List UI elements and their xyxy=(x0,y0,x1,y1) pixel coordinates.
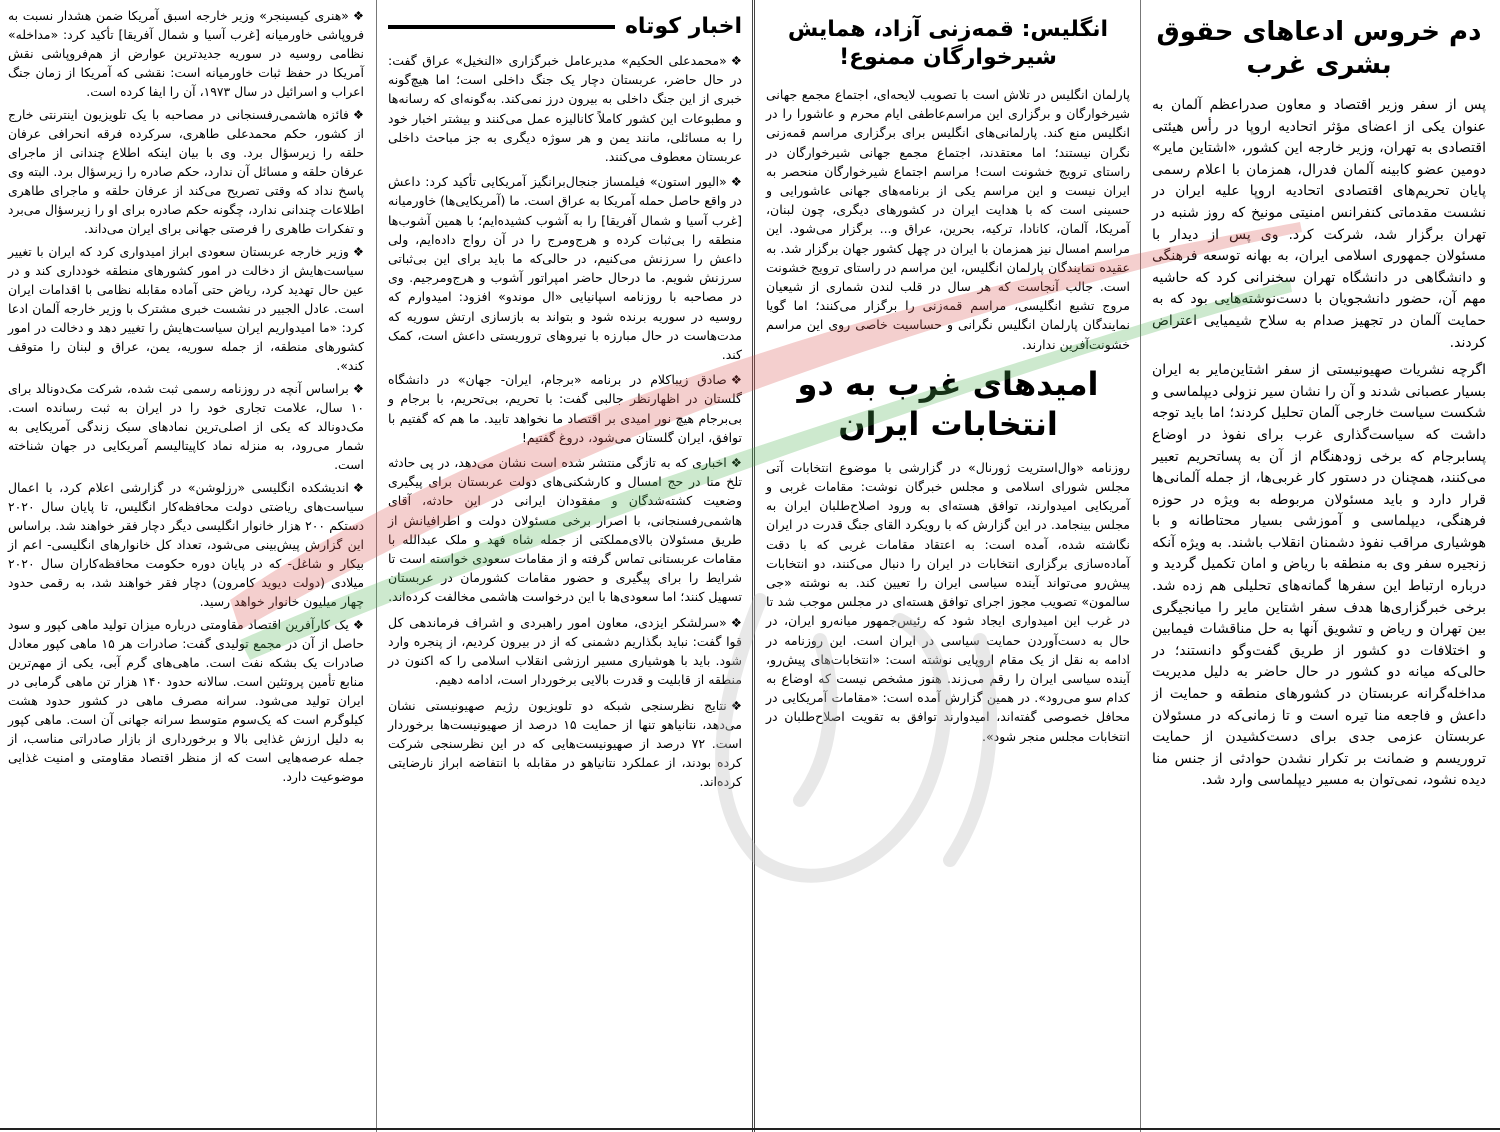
news-item-text: فائزه هاشمی‌رفسنجانی در مصاحبه با یک تلویزیون اینترنتی خارج از کشور، حکم محمدعلی طاهری، سرکرده فرقه انحرافی عرفان حلقه را زیرسؤال برد. وی با بیان اینکه اطلاع چندانی از ماجرای عرفان حلقه و مسائل آن ندارد، حکم صادره را زیرسؤال برد. البته وی پاسخ نداد که وقتی تصریح می‌کند از عرفان حلقه و ماجرای طاهری اطلاعات چندانی ندارد، چگونه حکم صادره برای او را زیرسؤال می‌برد و تفکرات طاهری را فرصتی جهانی برای ایران می‌داند. xyxy=(8,107,364,236)
section-header xyxy=(388,14,742,39)
news-item-text: نتایج نظرسنجی شبکه دو تلویزیون رژیم صهیونیستی نشان می‌دهد، نتانیاهو تنها از حمایت ۱۵ درصد از صهیونیست‌ها برخوردار است. ۷۲ درصد از صهیونیست‌هایی که در این نظرسنجی شرکت کرده بودند، از عملکرد نتانیاهو در مقابله با انتفاضه ابراز نارضایتی کرده‌اند. xyxy=(388,697,742,790)
bullet-icon: ❖ xyxy=(730,614,742,630)
news-item xyxy=(388,696,742,792)
news-item-text: یک کارآفرین اقتصاد مقاومتی درباره میزان تولید ماهی کپور و سود حاصل از آن در مجمع تولیدی گفت: صادرات هر ۱۵ ماهی کپور معادل صادرات یک بشکه نفت است. ماهی‌های گرم آبی، یکی از مهم‌ترین منابع تأمین پروتئین است. سالانه حدود ۱۴۰ هزار تن ماهی گرمابی در ایران تولید می‌شود. سرانه مصرف ماهی در کشور حدود هشت کیلوگرم است که یک‌سوم متوسط سرانه جهانی آن است. ماهی کپور به دلیل ارزش غذایی بالا و برخورداری از بازار صادراتی مناسب، از جمله عرصه‌هایی است که از منظر اقتصاد مقاومتی و امنیت غذایی موضوعیت دارد. xyxy=(8,617,364,784)
news-item-text: اندیشکده انگلیسی «رزلوشن» در گزارشی اعلام کرد، با اعمال سیاست‌های ریاضتی دولت محافظه‌کار انگلیس، تا پایان سال ۲۰۲۰ دستکم ۲۰۰ هزار خانوار انگلیسی دیگر دچار فقر خواهند شد. براساس این گزارش پیش‌بینی می‌شود، تعداد کل خانوارهای انگلیسی- اعم از بیکار و شاغل- که در پایان دوره حکومت محافظه‌کاران سال ۲۰۲۰ میلادی (دولت دیوید کامرون) دچار فقر خواهند شد، به رقمی حدود چهار میلیون خانوار خواهد رسید. xyxy=(8,480,365,609)
news-item xyxy=(388,453,742,607)
headline-england-ban: انگلیس: قمه‌زنی آزاد، همایش شیرخوارگان ممنوع! xyxy=(787,17,1109,70)
bullet-icon: ❖ xyxy=(730,53,742,68)
news-item xyxy=(388,370,742,447)
news-item-text: اخباری که به تازگی منتشر شده است نشان می‌دهد، در پی حادثه تلخ منا در حج امسال و کارشکنی‌های دولت عربستان برای پیگیری وضعیت کشته‌شدگان و مفقودان ایرانی در این حادثه، آقای هاشمی‌رفسنجانی، با اصرار برخی مسئولان دولت و اطرافیانش از طریق مسئولان بالای‌مملکتی از جمله شاه فهد و ملک عبدالله با مقامات عربستانی تماس گرفته و از مقامات سعودی خواسته است تا شرایط را برای پیگیری و حضور مقامات کشورمان در عربستان تسهیل کنند؛ اما سعودی‌ها با این درخواست هاشمی مخالفت کرده‌اند. xyxy=(388,455,742,605)
column-west-human-rights xyxy=(1142,0,1500,1132)
news-item-text: «محمدعلی الحکیم» مدیرعامل خبرگزاری «النخیل» عراق گفت: در حال حاضر، عربستان دچار یک جنگ داخلی است؛ اما هیچ‌گونه خبری از این جنگ داخلی به بیرون درز نمی‌کند. به‌گونه‌ای که رسانه‌ها و مطبوعات این کشور کاملاً کانالیزه عمل می‌کنند و بیشتر اخبار خود را به مسائلی، مانند یمن و هر سوژه دیگری به جز مباحث داخلی عربستان معطوف می‌کنند. xyxy=(388,53,742,165)
news-item xyxy=(388,172,742,364)
bullet-icon: ❖ xyxy=(352,381,364,396)
bullet-icon: ❖ xyxy=(730,372,742,388)
headline-west-human-rights: دم خروس ادعاهای حقوق بشری غرب xyxy=(1156,17,1482,80)
news-item xyxy=(388,51,742,166)
bullet-icon: ❖ xyxy=(352,107,364,122)
news-item-text: براساس آنچه در روزنامه رسمی ثبت شده، شرکت مک‌دونالد برای ۱۰ سال، علامت تجاری خود را در ایران به ثبت رسانده است. مک‌دونالد که یکی از اصلی‌ترین نمادهای سبک زندگی آمریکایی به شمار می‌رود، به منزله نماد کاپیتالیسم آمریکایی در جهان شناخته است. xyxy=(8,381,364,472)
column-divider xyxy=(1140,0,1141,1132)
bullet-icon: ❖ xyxy=(730,174,742,190)
section-title-rule xyxy=(388,25,615,29)
column-news-briefs xyxy=(0,0,376,1132)
section-title: اخبار کوتاه xyxy=(624,14,742,39)
bullet-icon: ❖ xyxy=(352,244,364,259)
bullet-icon: ❖ xyxy=(352,480,364,495)
article-paragraph: اگرچه نشریات صهیونیستی از سفر اشتاین‌مایر به ایران بسیار عصبانی شدند و آن را نشان سیر نزولی دیپلماسی و شکست سیاست خارجی آلمان تحلیل کردند؛ اما باید توجه داشت که سیاست‌گذاری غرب برای نفوذ در اوضاع پسابرجام که برخی زودهنگام از آن به پساتحریم تعبیر می‌کنند، همچنان در دستور کار غربی‌ها، از جمله آلمانی‌ها قرار دارد و باید مسئولان مربوطه به ویژه در حوزه فرهنگی، دیپلماسی و آموزشی بسیار محتاطانه و با هوشیاری مراقب نفوذ دشمنان انقلاب باشند. به ویژه آنکه زنجیره سفر وی به منطقه با ریاض و امان تکمیل گردید و درباره ارتباط این سفرها گمانه‌های تحلیلی هم زده شد. برخی خبرگزاری‌ها هدف سفر اشتاین مایر را میانجیگری بین تهران و ریاض و تشویق آنها به حل مناقشات فیمابین و اختلافات دو کشور از طریق گفت‌وگو دانستند؛ در حالی‌که میانه دو کشور در حال حاضر به دلیل مدیریت مداخله‌گرانه عربستان در کشورهای منطقه و حمایت از داعش و فاجعه منا تیره است و تا زمانی‌که در مسئولان عربستان عزمی جدی برای دست‌کشیدن از حمایت تروریسم و ضمانت بر تکرار نشدن حوادثی از جنس منا دیده نشود، نمی‌توان به مسیر دیپلماسی وارد شد. xyxy=(1152,362,1486,789)
news-item xyxy=(388,613,742,690)
bullet-icon: ❖ xyxy=(352,8,364,23)
news-item xyxy=(8,105,364,238)
news-item xyxy=(8,242,364,375)
news-item xyxy=(8,478,364,611)
news-item-text: وزیر خارجه عربستان سعودی ابراز امیدواری کرد که ایران با تغییر سیاست‌هایش از دخالت در امور کشورهای منطقه خودداری کند و در عین حال تهدید کرد، ریاض حتی آماده مقابله نظامی با اقدامات ایران است. عادل الجبیر در نشست خبری مشترک با وزیر خارجه آلمان ادعا کرد: «ما امیدواریم ایران سیاست‌هایش را تغییر دهد و دخالت در امور کشورهای منطقه، از جمله سوریه، یمن، عراق و لبنان را متوقف کند». xyxy=(8,244,364,373)
article-paragraph: روزنامه «وال‌استریت ژورنال» در گزارشی با موضوع انتخابات آتی مجلس شورای اسلامی و مجلس خبرگان نوشت: مقامات غربی و آمریکایی امیدوارند، توافق هسته‌ای به ورود اصلاح‌طلبان ایران به مجلس بینجامد. در این گزارش که با رویکرد القای جنگ قدرت در ایران نگاشته شده، آمده است: به اعتقاد مقامات غربی که با دقت آماده‌سازی برگزاری انتخابات در ایران را دنبال می‌کنند، دو انتخابات پیش‌رو می‌تواند آینده سیاسی ایران را تعیین کند. به نوشته «جی سالمون» تصویب مجوز اجرای توافق هسته‌ای در مجلس موجب شد تا در غرب این امیدواری ایجاد شود که رئیس‌جمهور میانه‌رو ایران، در حال به دست‌آوردن حمایت سیاسی در ایران است. این روزنامه در ادامه به نقل از یک مقام اروپایی نوشته است: «انتخابات‌های پیش‌رو، آینده سیاسی ایران را رقم می‌زند. هنوز مشخص نیست که اوضاع به کدام سو می‌رود». در همین گزارش آمده است: «مقامات آمریکایی در محافل خصوصی گفته‌اند، امیدوارند توافق به تقویت اصلاح‌طلبان در انتخابات مجلس منجر شود». xyxy=(766,459,1130,744)
news-item-text: «سرلشکر ایزدی، معاون امور راهبردی و اشراف فرماندهی کل قوا گفت: نباید بگذاریم دشمنی که از در بیرون کردیم، از پنجره وارد شود. باید با هوشیاری مسیر ارزشی انقلاب اسلامی را که اکنون در منطقه از قابلیت و قدرت بالایی برخوردار است، ادامه دهیم. xyxy=(388,614,742,688)
news-item xyxy=(8,615,364,786)
news-item-text: «هنری کیسینجر» وزیر خارجه اسبق آمریکا ضمن هشدار نسبت به فروپاشی خاورمیانه [غرب آسیا و شمال آفریقا] تأکید کرد: «مداخله» نظامی روسیه در سوریه جدیدترین عوارض از هم‌فروپاشی نقش آمریکا در حفظ ثبات خاورمیانه است: نقشی که آمریکا از زمان جنگ اعراب و اسرائیل در سال ۱۹۷۳، آن را ایفا کرده است. xyxy=(8,8,364,99)
news-item xyxy=(8,6,364,101)
column-england-and-elections xyxy=(754,0,1142,1132)
headline-west-hopes-elections: امیدهای غرب به دو انتخابات ایران xyxy=(797,364,1099,443)
bullet-icon: ❖ xyxy=(730,455,742,471)
news-item-text: صادق زیباکلام در برنامه «برجام، ایران- جهان» در دانشگاه گلستان در اظهارنظر جالبی گفت: با تحریم، بی‌تحریم، با برجام و بی‌برجام هیچ نور امیدی بر اقتصاد ما نخواهد تابید. ما هم که گفتیم با توافق، ایران گلستان می‌شود، دروغ گفتیم! xyxy=(388,372,742,445)
column-divider xyxy=(752,0,755,1132)
column-short-news xyxy=(376,0,754,1132)
bottom-rule xyxy=(0,1128,1500,1130)
article-paragraph: پس از سفر وزیر اقتصاد و معاون صدراعظم آلمان به عنوان یکی از اعضای مؤثر اتحادیه اروپا در رأس هیئتی اقتصادی به تهران، وزیر خارجه این کشور، «اشتاین مایر» دومین عضو کابینه آلمان فدرال، همزمان با اعلام رسمی پایان تحریم‌های اقتصادی اتحادیه اروپا علیه ایران در نشست مقدماتی کنفرانس امنیتی مونیخ که روز شنبه در تهران برگزار شد، شرکت کرد. وی پس از دیدار با مسئولان جمهوری اسلامی ایران، به بهانه توسعه فرهنگی و دانشگاهی در دانشگاه تهران سخنرانی کرد که حاشیه مهم آن، حضور دانشجویان با دست‌نوشته‌هایی بود که به حمایت آلمان در تجهیز صدام به سلاح شیمیایی اعتراض کردند. xyxy=(1152,97,1486,351)
news-item-text: «الیور استون» فیلمساز جنجال‌برانگیز آمریکایی تأکید کرد: داعش در واقع حاصل حمله آمریکا به عراق است. ما (آمریکایی‌ها) خاورمیانه [غرب آسیا و شمال آفریقا] را به آشوب کشیده‌ایم؛ با همین آشوب‌ها منطقه را بی‌ثبات کرده و هرج‌ومرج را در آن رواج داده‌ایم، ولی داعش را سرزنش می‌کنیم، در حالی‌که ما باید برای این بی‌ثباتی سرزنش شویم. ما درحال حاضر امپراتور آشوب و هرج‌ومرجیم. وی در مصاحبه با روزنامه اسپانیایی «ال موندو» افزود: امیدوارم که روسیه در سوریه برنده شود و بتواند به بازسازی ارتش سوریه که مدت‌هاست در حال مبارزه با نیروهای تروریستی داعش است، کمک کند. xyxy=(388,174,742,363)
news-item xyxy=(8,379,364,474)
article-paragraph: پارلمان انگلیس در تلاش است با تصویب لایحه‌ای، اجتماع مجمع جهانی شیرخوارگان و برگزاری این مراسم‌عاطفی ایام محرم و عاشورا را در انگلیس منع کند. پارلمانی‌های انگلیس برای برگزاری مراسم قمه‌زنی نگران نیستند؛ اما معتقدند، اجتماع مجمع جهانی شیرخوارگان در راستای ترویج خشونت است! مراسم اجتماع شیرخوارگان منحصر به ایران نیست و این مراسم یکی از برنامه‌های جهانی عاشورایی و حسینی است که با هدایت ایران در کشورهای دیگری، چون لبنان، آمریکا، آلمان، کانادا، ترکیه، بحرین، عراق و... برگزار می‌شود. این مراسم امسال نیز همزمان با ایران در چهل کشور جهان برگزار شد. به عقیده نمایندگان پارلمان انگلیس، این مراسم در راستای ترویج خشونت است. جالب آنجاست که هر سال در قلب لندن شماری از شیعیان مروج تشیع انگلیسی، مراسم قمه‌زنی را برگزار می‌کنند؛ اما گویا نمایندگان پارلمان انگلیس نگرانی و حساسیت خاصی روی این مراسم خشونت‌آفرین ندارند. xyxy=(766,87,1130,352)
bullet-icon: ❖ xyxy=(352,617,364,632)
bullet-icon: ❖ xyxy=(730,697,742,713)
column-divider xyxy=(376,0,377,1132)
